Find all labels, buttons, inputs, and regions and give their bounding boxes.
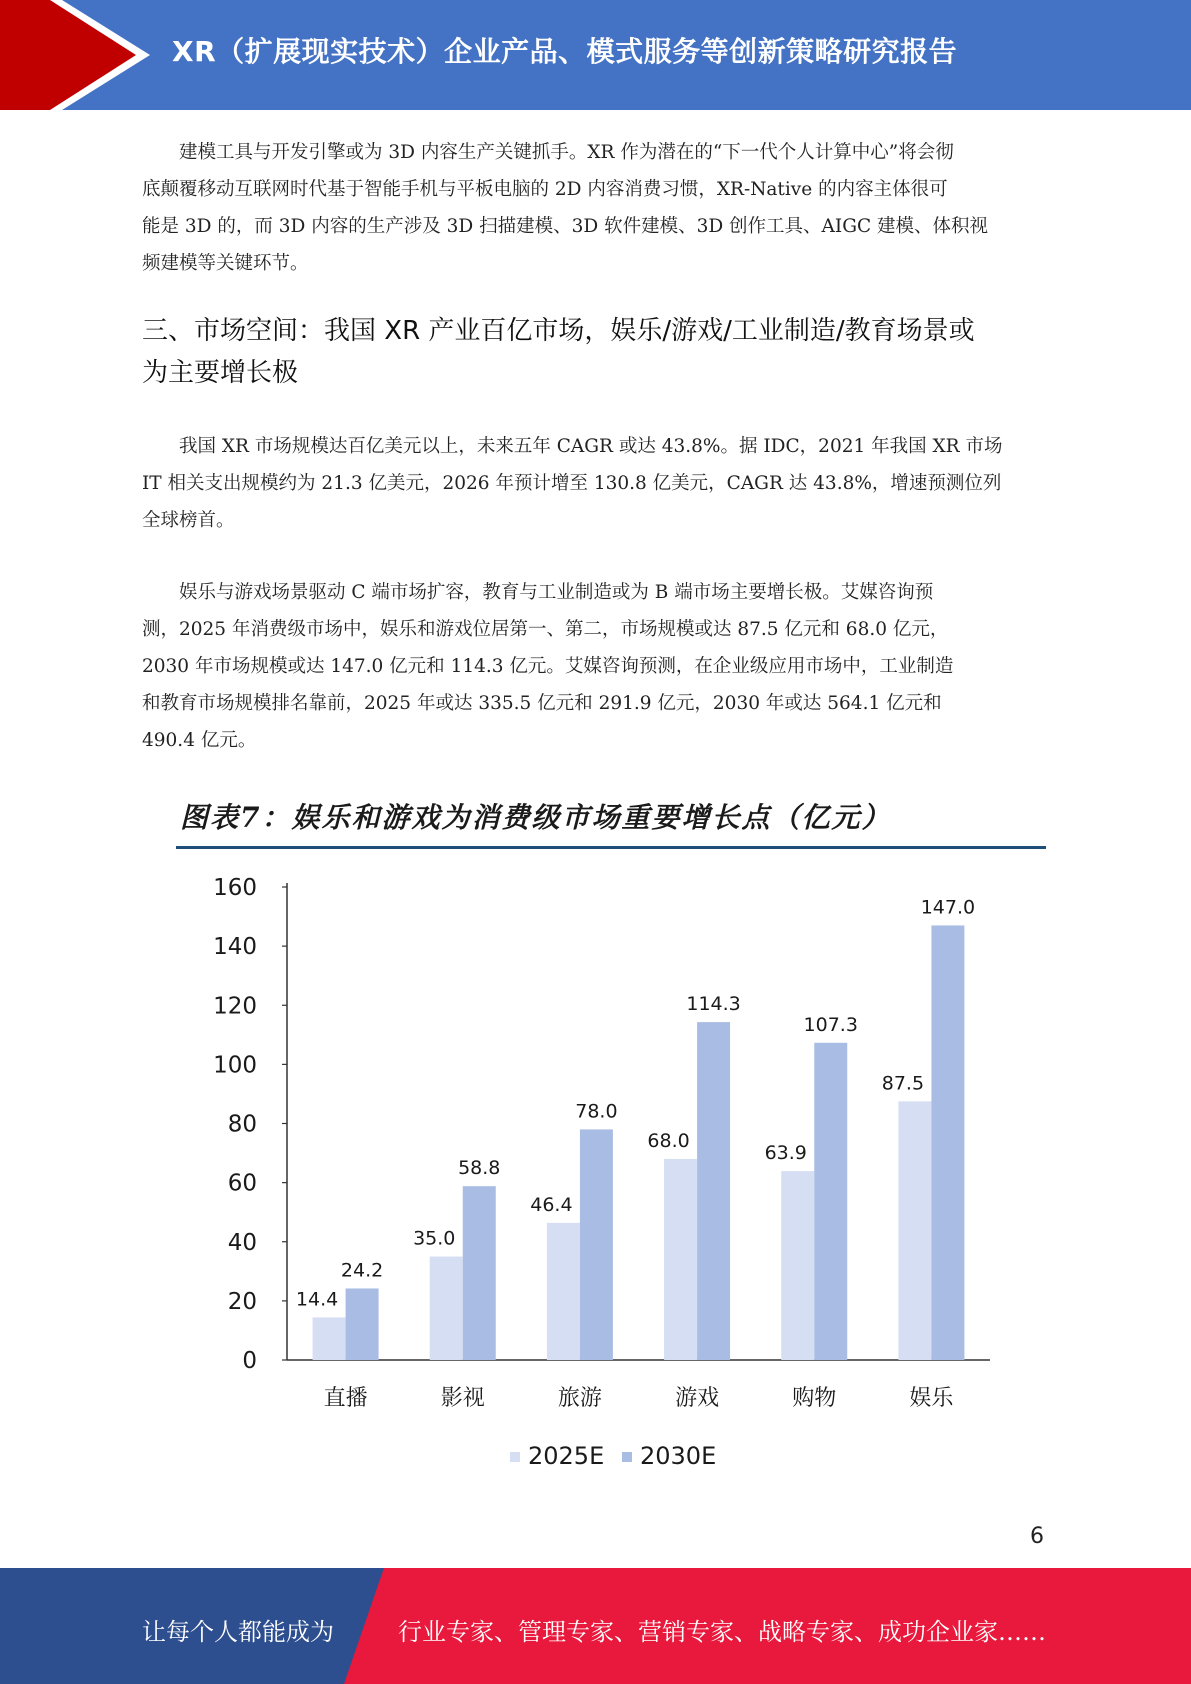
bar-2025E xyxy=(430,1257,463,1360)
report-title: XR（扩展现实技术）企业产品、模式服务等创新策略研究报告 xyxy=(172,35,958,68)
legend-swatch xyxy=(510,1452,520,1462)
text-line: 底颠覆移动互联网时代基于智能手机与平板电脑的 2D 内容消费习惯，XR-Native 的内容主体很可 xyxy=(142,179,948,200)
section-heading-line: 三、市场空间：我国 XR 产业百亿市场，娱乐/游戏/工业制造/教育场景或 xyxy=(142,316,975,346)
y-tick-label: 140 xyxy=(213,934,257,961)
text-line: 建模工具与开发引擎或为 3D 内容生产关键抓手。XR 作为潜在的“下一代个人计算中心”将会彻 xyxy=(179,142,954,163)
section-heading-line: 为主要增长极 xyxy=(142,358,299,388)
text-line: 频建模等关键环节。 xyxy=(142,253,309,274)
x-category-label: 直播 xyxy=(323,1386,368,1411)
bar-chart xyxy=(140,860,1040,1490)
y-tick-label: 20 xyxy=(227,1288,257,1315)
footer-slogan-right: 行业专家、管理专家、营销专家、战略专家、成功企业家…… xyxy=(398,1618,1046,1646)
y-tick-label: 0 xyxy=(242,1348,257,1374)
bar-value-label: 147.0 xyxy=(920,896,976,919)
x-category-label: 旅游 xyxy=(557,1386,602,1411)
y-tick-label: 80 xyxy=(227,1111,257,1138)
bar-value-label: 58.8 xyxy=(458,1157,501,1180)
bar-value-label: 24.2 xyxy=(340,1259,384,1282)
paragraph-scenarios xyxy=(142,574,1050,759)
bar-2025E xyxy=(898,1101,931,1360)
legend-swatch xyxy=(622,1452,632,1462)
bar-value-label: 46.4 xyxy=(530,1193,573,1216)
bar-2030E xyxy=(463,1186,496,1360)
x-category-label: 影视 xyxy=(440,1386,485,1411)
bar-value-label: 14.4 xyxy=(295,1288,339,1311)
bar-value-label: 87.5 xyxy=(881,1072,925,1095)
x-category-label: 游戏 xyxy=(675,1386,720,1411)
bar-value-label: 78.0 xyxy=(575,1100,618,1123)
bar-2025E xyxy=(313,1317,346,1360)
footer-slogan-left: 让每个人都能成为 xyxy=(142,1618,334,1646)
x-category-label: 购物 xyxy=(792,1386,837,1411)
report-header xyxy=(0,0,1191,110)
legend-label: 2025E xyxy=(528,1442,605,1470)
chart-title: 图表7：娱乐和游戏为消费级市场重要增长点（亿元） xyxy=(180,801,892,834)
y-tick-label: 60 xyxy=(227,1170,257,1197)
paragraph-modeling-tools xyxy=(142,134,1050,282)
text-line: 娱乐与游戏场景驱动 C 端市场扩容，教育与工业制造或为 B 端市场主要增长极。艾媒咨询预 xyxy=(179,582,934,603)
header-ribbon-icon xyxy=(0,0,160,110)
bar-2030E xyxy=(346,1288,379,1360)
section-heading xyxy=(142,310,1062,394)
y-tick-label: 40 xyxy=(227,1229,257,1256)
bar-2030E xyxy=(931,925,964,1360)
bar-2025E xyxy=(547,1223,580,1360)
bar-2025E xyxy=(664,1159,697,1360)
text-line: 2030 年市场规模或达 147.0 亿元和 114.3 亿元。艾媒咨询预测，在企业级应用市场中，工业制造 xyxy=(142,656,954,677)
bar-value-label: 63.9 xyxy=(764,1142,807,1165)
bar-2030E xyxy=(697,1022,730,1360)
bar-2030E xyxy=(580,1129,613,1360)
text-line: 和教育市场规模排名靠前，2025 年或达 335.5 亿元和 291.9 亿元，2030 年或达 564.1 亿元和 xyxy=(142,693,942,714)
bar-2030E xyxy=(814,1043,847,1360)
text-line: 测，2025 年消费级市场中，娱乐和游戏位居第一、第二，市场规模或达 87.5 亿元和 68.0 亿元， xyxy=(142,619,949,640)
y-tick-label: 120 xyxy=(213,993,257,1020)
bar-value-label: 114.3 xyxy=(686,993,741,1016)
text-line: 全球榜首。 xyxy=(142,510,235,531)
chart-title-rule xyxy=(176,846,1046,849)
text-line: 我国 XR 市场规模达百亿美元以上，未来五年 CAGR 或达 43.8%。据 IDC，2021 年我国 XR 市场 xyxy=(179,436,1003,457)
y-tick-label: 160 xyxy=(213,875,257,901)
bar-value-label: 68.0 xyxy=(647,1129,690,1152)
paragraph-market-size xyxy=(142,428,1050,539)
legend-label: 2030E xyxy=(640,1442,717,1470)
text-line: IT 相关支出规模约为 21.3 亿美元，2026 年预计增至 130.8 亿美元，CAGR 达 43.8%，增速预测位列 xyxy=(142,473,1002,494)
text-line: 能是 3D 的，而 3D 内容的生产涉及 3D 扫描建模、3D 软件建模、3D 创作工具、AIGC 建模、体积视 xyxy=(142,216,989,237)
page-number: 6 xyxy=(1030,1524,1044,1549)
text-line: 490.4 亿元。 xyxy=(142,730,257,751)
x-category-label: 娱乐 xyxy=(909,1386,954,1411)
page-footer xyxy=(0,1568,1191,1684)
bar-value-label: 107.3 xyxy=(803,1013,858,1036)
y-tick-label: 100 xyxy=(213,1052,257,1079)
bar-2025E xyxy=(781,1171,814,1360)
bar-value-label: 35.0 xyxy=(413,1227,456,1250)
